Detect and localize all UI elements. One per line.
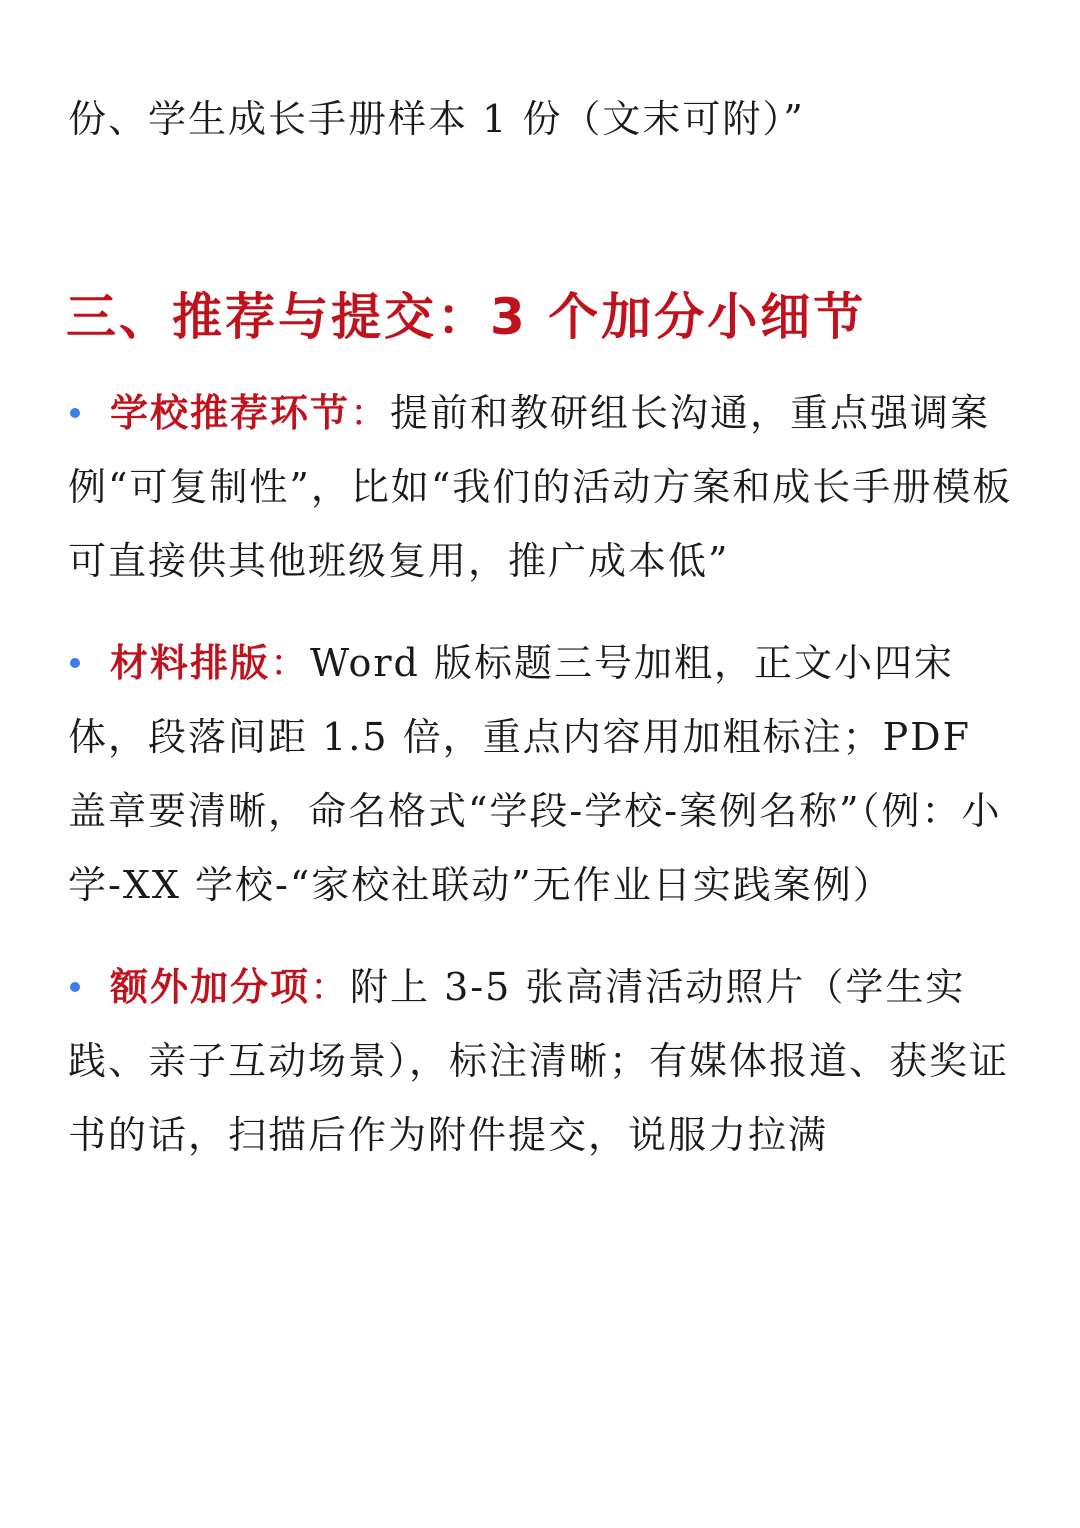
list-item-material-layout (68, 626, 1018, 922)
bullet-dot-icon (70, 982, 80, 992)
item-colon: ： (310, 965, 351, 1009)
item-text: Word 版标题三号加粗，正文小四宋体，段落间距 1.5 倍，重点内容用加粗标注；PDF 盖章要清晰，命名格式“学段-学校-案例名称”（例：小学-XX 学校-“家校社联动”无作业日实践案例） (68, 641, 1002, 907)
tips-list (68, 376, 1018, 1200)
item-colon: ： (270, 641, 311, 685)
section-heading: 三、推荐与提交：3 个加分小细节 (66, 288, 867, 346)
item-label: 额外加分项 (110, 965, 311, 1009)
continued-paragraph: 份、学生成长手册样本 1 份（文末可附）” (68, 97, 805, 141)
bullet-dot-icon (70, 658, 80, 668)
list-item-extra-bonus (68, 950, 1018, 1172)
item-label: 材料排版 (110, 641, 271, 685)
item-colon: ： (350, 391, 391, 435)
item-label: 学校推荐环节 (110, 391, 351, 435)
bullet-dot-icon (70, 408, 80, 418)
item-text: 附上 3-5 张高清活动照片（学生实践、亲子互动场景），标注清晰；有媒体报道、获奖证书的话，扫描后作为附件提交，说服力拉满 (68, 965, 1010, 1157)
list-item-school-recommendation (68, 376, 1018, 598)
item-text: 提前和教研组长沟通，重点强调案例“可复制性”，比如“我们的活动方案和成长手册模板可直接供其他班级复用，推广成本低” (68, 391, 1013, 583)
